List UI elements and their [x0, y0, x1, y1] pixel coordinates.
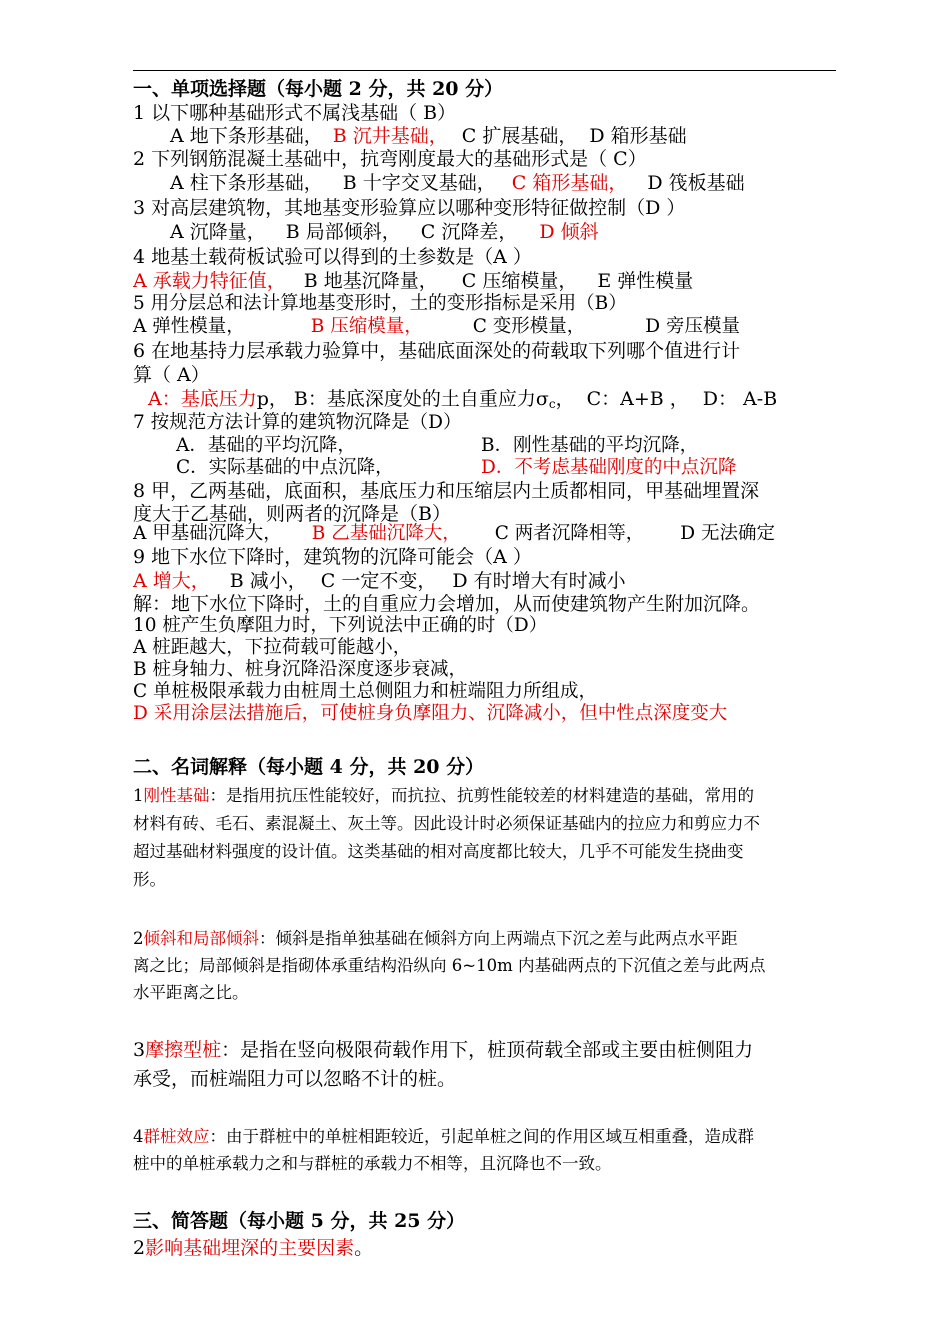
- q6-options: [148, 388, 777, 415]
- q5-option-b: B 压缩模量，: [310, 316, 423, 337]
- q7-stem: 7 按规范方法计算的建筑物沉降是（D）: [133, 412, 462, 433]
- q4-option-a: A 承载力特征值，: [133, 270, 286, 292]
- q10-option-c: C 单桩极限承载力由桩周土总侧阻力和桩端阻力所组成，: [133, 681, 598, 702]
- q5-stem: 5 用分层总和法计算地基变形时，土的变形指标是采用（B）: [133, 293, 627, 314]
- short-answer-q2-text: 影响基础埋深的主要因素: [145, 1237, 355, 1259]
- q6-option-b: B：基底深度处的土自重应力σ: [293, 388, 549, 410]
- q6-option-b-subscript: c: [548, 397, 556, 411]
- term1-name: 刚性基础: [143, 786, 210, 805]
- q7-option-a: A．基础的平均沉降，: [176, 435, 356, 456]
- q5-option-d: D 旁压模量: [645, 316, 740, 337]
- q8-option-c: C 两者沉降相等，: [494, 523, 645, 544]
- term2-def-part1: ：倾斜是指单独基础在倾斜方向上两端点下沉之差与此两点水平距: [259, 929, 738, 948]
- term2-line3: 水平距离之比。: [133, 983, 249, 1002]
- q3-option-a: A 沉降量，: [170, 221, 266, 243]
- q9-stem: 9 地下水位下降时，建筑物的沉降可能会（A ）: [133, 546, 532, 568]
- q2-option-d: D 筏板基础: [647, 172, 745, 194]
- short-answer-q2: [133, 1237, 373, 1259]
- q1-stem: 1 以下哪种基础形式不属浅基础（ B）: [133, 102, 457, 124]
- q7-option-d: D．不考虑基础刚度的中点沉降: [481, 457, 737, 478]
- q2-option-a: A 柱下条形基础，: [170, 172, 323, 194]
- q8-options: [133, 523, 775, 545]
- q9-options: [133, 570, 626, 592]
- q10-option-a: A 桩距越大，下拉荷载可能越小，: [133, 637, 412, 658]
- q2-option-b: B 十字交叉基础，: [342, 172, 496, 194]
- q1-option-d: D 箱形基础: [589, 125, 687, 147]
- q6-option-a-tail: p，: [256, 388, 288, 410]
- q6-option-b-tail: ，: [555, 388, 575, 410]
- term1-number: 1: [133, 786, 144, 805]
- term1-def-part1: ：是指用抗压性能较好，而抗拉、抗剪性能较差的材料建造的基础，常用的: [209, 786, 754, 805]
- q3-option-b: B 局部倾斜，: [285, 221, 401, 243]
- short-answer-q2-tail: 。: [354, 1237, 374, 1259]
- q6-option-a: A：基底压力: [148, 388, 257, 410]
- q10-option-d: D 采用涂层法措施后，可使桩身负摩阻力、沉降减小，但中性点深度变大: [133, 703, 728, 724]
- header-rule: [133, 70, 836, 71]
- q6-option-c: C：A+B ，: [586, 388, 689, 410]
- q1-option-a: A 地下条形基础，: [170, 125, 323, 147]
- q7-option-c: C．实际基础的中点沉降，: [176, 457, 394, 478]
- q5-option-c: C 变形模量，: [472, 316, 586, 337]
- q5-options: [133, 316, 740, 338]
- q9-option-a: A 增大，: [133, 570, 210, 592]
- section2-title: 二、名词解释（每小题 4 分，共 20 分）: [133, 756, 485, 778]
- term4-number: 4: [133, 1127, 144, 1146]
- q4-option-d: E 弹性模量: [597, 270, 694, 292]
- term4-name: 群桩效应: [143, 1127, 210, 1146]
- short-answer-q2-number: 2: [133, 1237, 146, 1259]
- q1-option-c: C 扩展基础，: [461, 125, 578, 147]
- q6-stem-line2: 算（ A）: [133, 364, 210, 386]
- term3-line2: 承受，而桩端阻力可以忽略不计的桩。: [133, 1068, 457, 1090]
- q4-option-b: B 地基沉降量，: [303, 270, 438, 292]
- section1-title: 一、单项选择题（每小题 2 分，共 20 分）: [133, 78, 504, 100]
- term1-line3: 超过基础材料强度的设计值。这类基础的相对高度都比较大，几乎不可能发生挠曲变: [133, 842, 744, 861]
- q6-option-d: D： A-B: [702, 388, 778, 410]
- q2-options: [170, 172, 745, 194]
- term3-number: 3: [133, 1039, 146, 1061]
- term2-name: 倾斜和局部倾斜: [143, 929, 259, 948]
- q9-option-b: B 减小，: [229, 570, 307, 592]
- q8-stem-line1: 8 甲，乙两基础，底面积，基底压力和压缩层内土质都相同，甲基础埋置深: [133, 480, 760, 502]
- q7-option-b: B．刚性基础的平均沉降，: [481, 435, 699, 456]
- q8-option-b: B 乙基础沉降大，: [311, 523, 461, 544]
- q3-stem: 3 对高层建筑物，其地基变形验算应以哪种变形特征做控制（D ）: [133, 197, 686, 219]
- q9-explanation: 解：地下水位下降时，土的自重应力会增加，从而使建筑物产生附加沉降。: [133, 593, 761, 615]
- q2-stem: 2 下列钢筋混凝土基础中，抗弯刚度最大的基础形式是（ C）: [133, 148, 647, 170]
- term3-def-part1: ：是指在竖向极限荷载作用下，桩顶荷载全部或主要由桩侧阻力: [221, 1039, 754, 1061]
- q8-option-d: D 无法确定: [680, 523, 775, 544]
- term2-line1: [133, 929, 738, 949]
- q9-option-d: D 有时增大有时减小: [452, 570, 626, 592]
- q1-options: [170, 125, 687, 147]
- q10-stem: 10 桩产生负摩阻力时，下列说法中正确的时（D）: [133, 615, 548, 636]
- q8-stem-line2: 度大于乙基础，则两者的沉降是（B）: [133, 503, 451, 525]
- term4-def-part1: ：由于群桩中的单桩相距较近，引起单桩之间的作用区域互相重叠，造成群: [209, 1127, 754, 1146]
- term1-line2: 材料有砖、毛石、素混凝土、灰土等。因此设计时必须保证基础内的拉应力和剪应力不: [133, 814, 760, 833]
- q6-stem-line1: 6 在地基持力层承载力验算中，基础底面深处的荷载取下列哪个值进行计: [133, 340, 741, 362]
- q3-option-c: C 沉降差，: [420, 221, 518, 243]
- term4-line2: 桩中的单桩承载力之和与群桩的承载力不相等，且沉降也不一致。: [133, 1154, 612, 1173]
- q1-option-b: B 沉井基础，: [332, 125, 448, 147]
- term2-number: 2: [133, 929, 144, 948]
- q9-option-c: C 一定不变，: [320, 570, 437, 592]
- q3-option-d: D 倾斜: [539, 221, 599, 243]
- term1-line1: [133, 786, 754, 806]
- q4-option-c: C 压缩模量，: [461, 270, 578, 292]
- term3-line1: [133, 1039, 753, 1061]
- q8-option-a: A 甲基础沉降大，: [133, 523, 282, 544]
- term3-name: 摩擦型桩: [145, 1039, 222, 1061]
- q4-options: [133, 270, 693, 292]
- q10-option-b: B 桩身轴力、桩身沉降沿深度逐步衰减，: [133, 659, 467, 680]
- q2-option-c: C 箱形基础，: [511, 172, 628, 194]
- q5-option-a: A 弹性模量，: [133, 316, 245, 337]
- q4-stem: 4 地基土载荷板试验可以得到的土参数是（A ）: [133, 246, 532, 268]
- section3-title: 三、简答题（每小题 5 分，共 25 分）: [133, 1210, 466, 1232]
- q3-options: [170, 221, 599, 243]
- term1-line4: 形。: [133, 870, 166, 889]
- term4-line1: [133, 1127, 754, 1147]
- term2-line2: 离之比；局部倾斜是指砌体承重结构沿纵向 6~10m 内基础两点的下沉值之差与此两点: [133, 956, 766, 975]
